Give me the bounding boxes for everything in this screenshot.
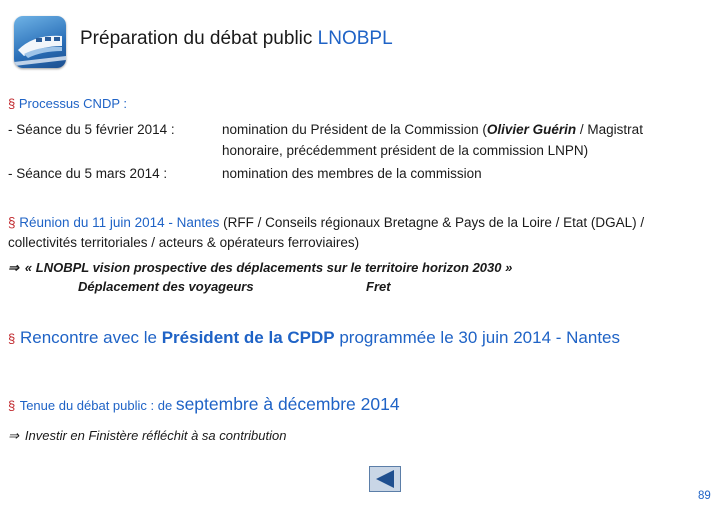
implies-arrow-icon: ⇒ [8,260,19,275]
seance-mars-text: nomination des membres de la commission [222,166,482,181]
rencontre-text-c: programmée le 30 juin 2014 - Nantes [334,328,620,347]
train-logo-icon [14,16,66,68]
back-nav-button[interactable] [369,466,401,492]
reunion-text: (RFF / Conseils régionaux Bretagne & Pays de la Loire / Etat (DGAL) / [219,215,645,230]
vision-text: « LNOBPL vision prospective des déplacements sur le territoire horizon 2030 » [24,260,513,275]
processus-heading-text: Processus CNDP : [18,96,127,111]
seance-fevrier-label: - Séance du 5 février 2014 : [8,122,175,137]
contribution-text: Investir en Finistère réfléchit à sa contribution [24,428,287,443]
bullet-icon: § [8,398,16,413]
reunion-text-line2: collectivités territoriales / acteurs & opérateurs ferroviaires) [8,235,360,250]
president-name: Olivier Guérin [486,122,577,137]
seance-fevrier-text-line2: honoraire, précédemment président de la commission LNPN) [222,143,589,158]
bullet-icon: § [8,96,16,111]
reunion-heading: Réunion du 11 juin 2014 - Nantes [19,215,220,230]
section-reunion [8,215,644,230]
page-title [80,28,393,50]
sub-fret: Fret [366,279,391,294]
section-rencontre [8,328,620,348]
seance-mars-label: - Séance du 5 mars 2014 : [8,166,168,181]
seance-fevrier-text-b: / Magistrat [576,122,643,137]
back-arrow-icon [370,467,400,491]
tenue-text-small: Tenue du débat public : de [19,398,176,413]
section-processus-heading [8,96,127,111]
sub-voyageurs: Déplacement des voyageurs [78,279,254,294]
bullet-icon: § [8,331,16,346]
title-main: Préparation du débat public [80,28,318,49]
tenue-text-large: septembre à décembre 2014 [175,394,400,414]
implies-arrow-icon: ⇒ [8,428,19,443]
contribution-line [8,428,286,444]
title-accent: LNOBPL [317,28,393,49]
seance-fevrier-text-a: nomination du Président de la Commission ( [222,122,487,137]
rencontre-text-b: Président de la CPDP [161,328,335,347]
vision-line [8,260,512,276]
seance-fevrier-text [222,122,643,137]
page-number: 89 [698,490,711,502]
rencontre-text-a: Rencontre avec le [19,328,162,347]
bullet-icon: § [8,215,16,230]
section-tenue [8,394,400,415]
